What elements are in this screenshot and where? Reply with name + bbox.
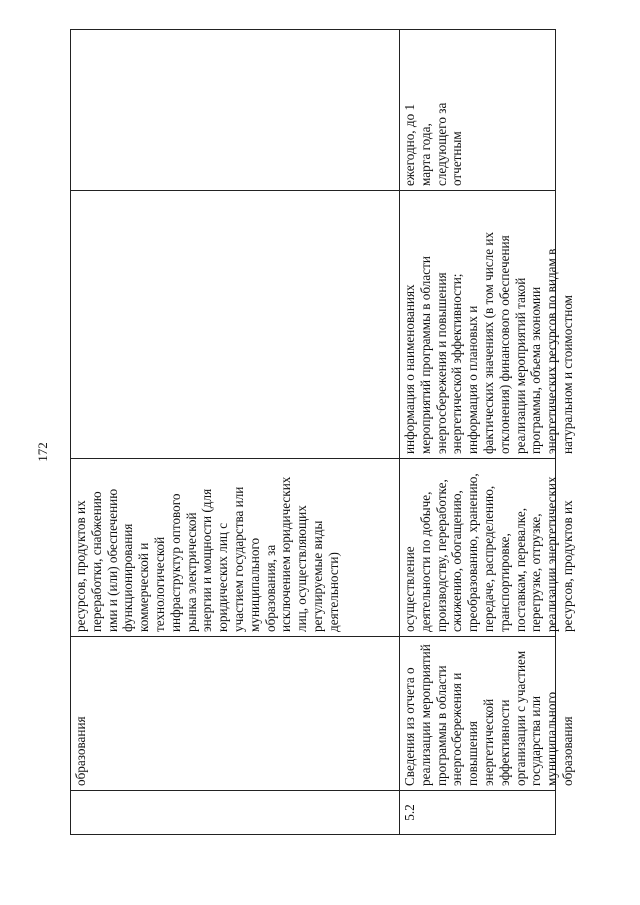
- cell-content: [400, 191, 575, 459]
- cell-description-text: образования: [73, 716, 88, 786]
- cell-deadline: [400, 30, 556, 191]
- cell-description: [400, 637, 575, 791]
- cell-subjects-text: осуществление деятельности по добыче, производству, переработке, сжижению, обогащению, преобразованию, хранению, передаче, распределению, транспортировке, поставкам, перевалке, перегрузке, отгрузке, реализации энергетических ресурсов, продуктов их: [402, 473, 575, 632]
- cell-description: [71, 637, 400, 791]
- document-table: [70, 29, 575, 835]
- cell-content: [71, 191, 400, 459]
- page-number: 172: [35, 442, 50, 462]
- cell-subjects-text: ресурсов, продуктов их переработки, снабжению ими и (или) обеспечению функционирования коммерческой и технологической инфраструктур оптового рынка электрической энергии и мощности (для юридических лиц с участием государства или муниципального образования, за исключением юридических лиц, осуществляющих регулируемые виды деятельности): [73, 476, 341, 632]
- rotated-table-container: [70, 30, 575, 835]
- cell-content-text: информация о наименованиях мероприятий программы в области энергосбережения и повышения энергетической эффективности; информация о плановых и фактических значениях (в том числе их отклонения) финансового обеспечения реализации мероприятий такой программы, объема экономии энергетических ресурсов по видам в натуральном и стоимостном: [402, 231, 575, 454]
- table-row-continued: [71, 30, 400, 835]
- cell-number: [71, 791, 400, 835]
- cell-subjects: [400, 459, 575, 637]
- cell-description-text: Сведения из отчета о реализации мероприятий программы в области энергосбережения и повышения энергетической эффективности организации с участием государства или муниципального образования: [402, 644, 575, 786]
- row-number: 5.2: [402, 804, 417, 821]
- cell-deadline: [71, 30, 400, 191]
- cell-number: [400, 791, 556, 835]
- table-row-5-2: [400, 30, 556, 835]
- cell-subjects: [71, 459, 400, 637]
- cell-deadline-text: ежегодно, до 1 марта года, следующего за отчетным: [402, 102, 465, 186]
